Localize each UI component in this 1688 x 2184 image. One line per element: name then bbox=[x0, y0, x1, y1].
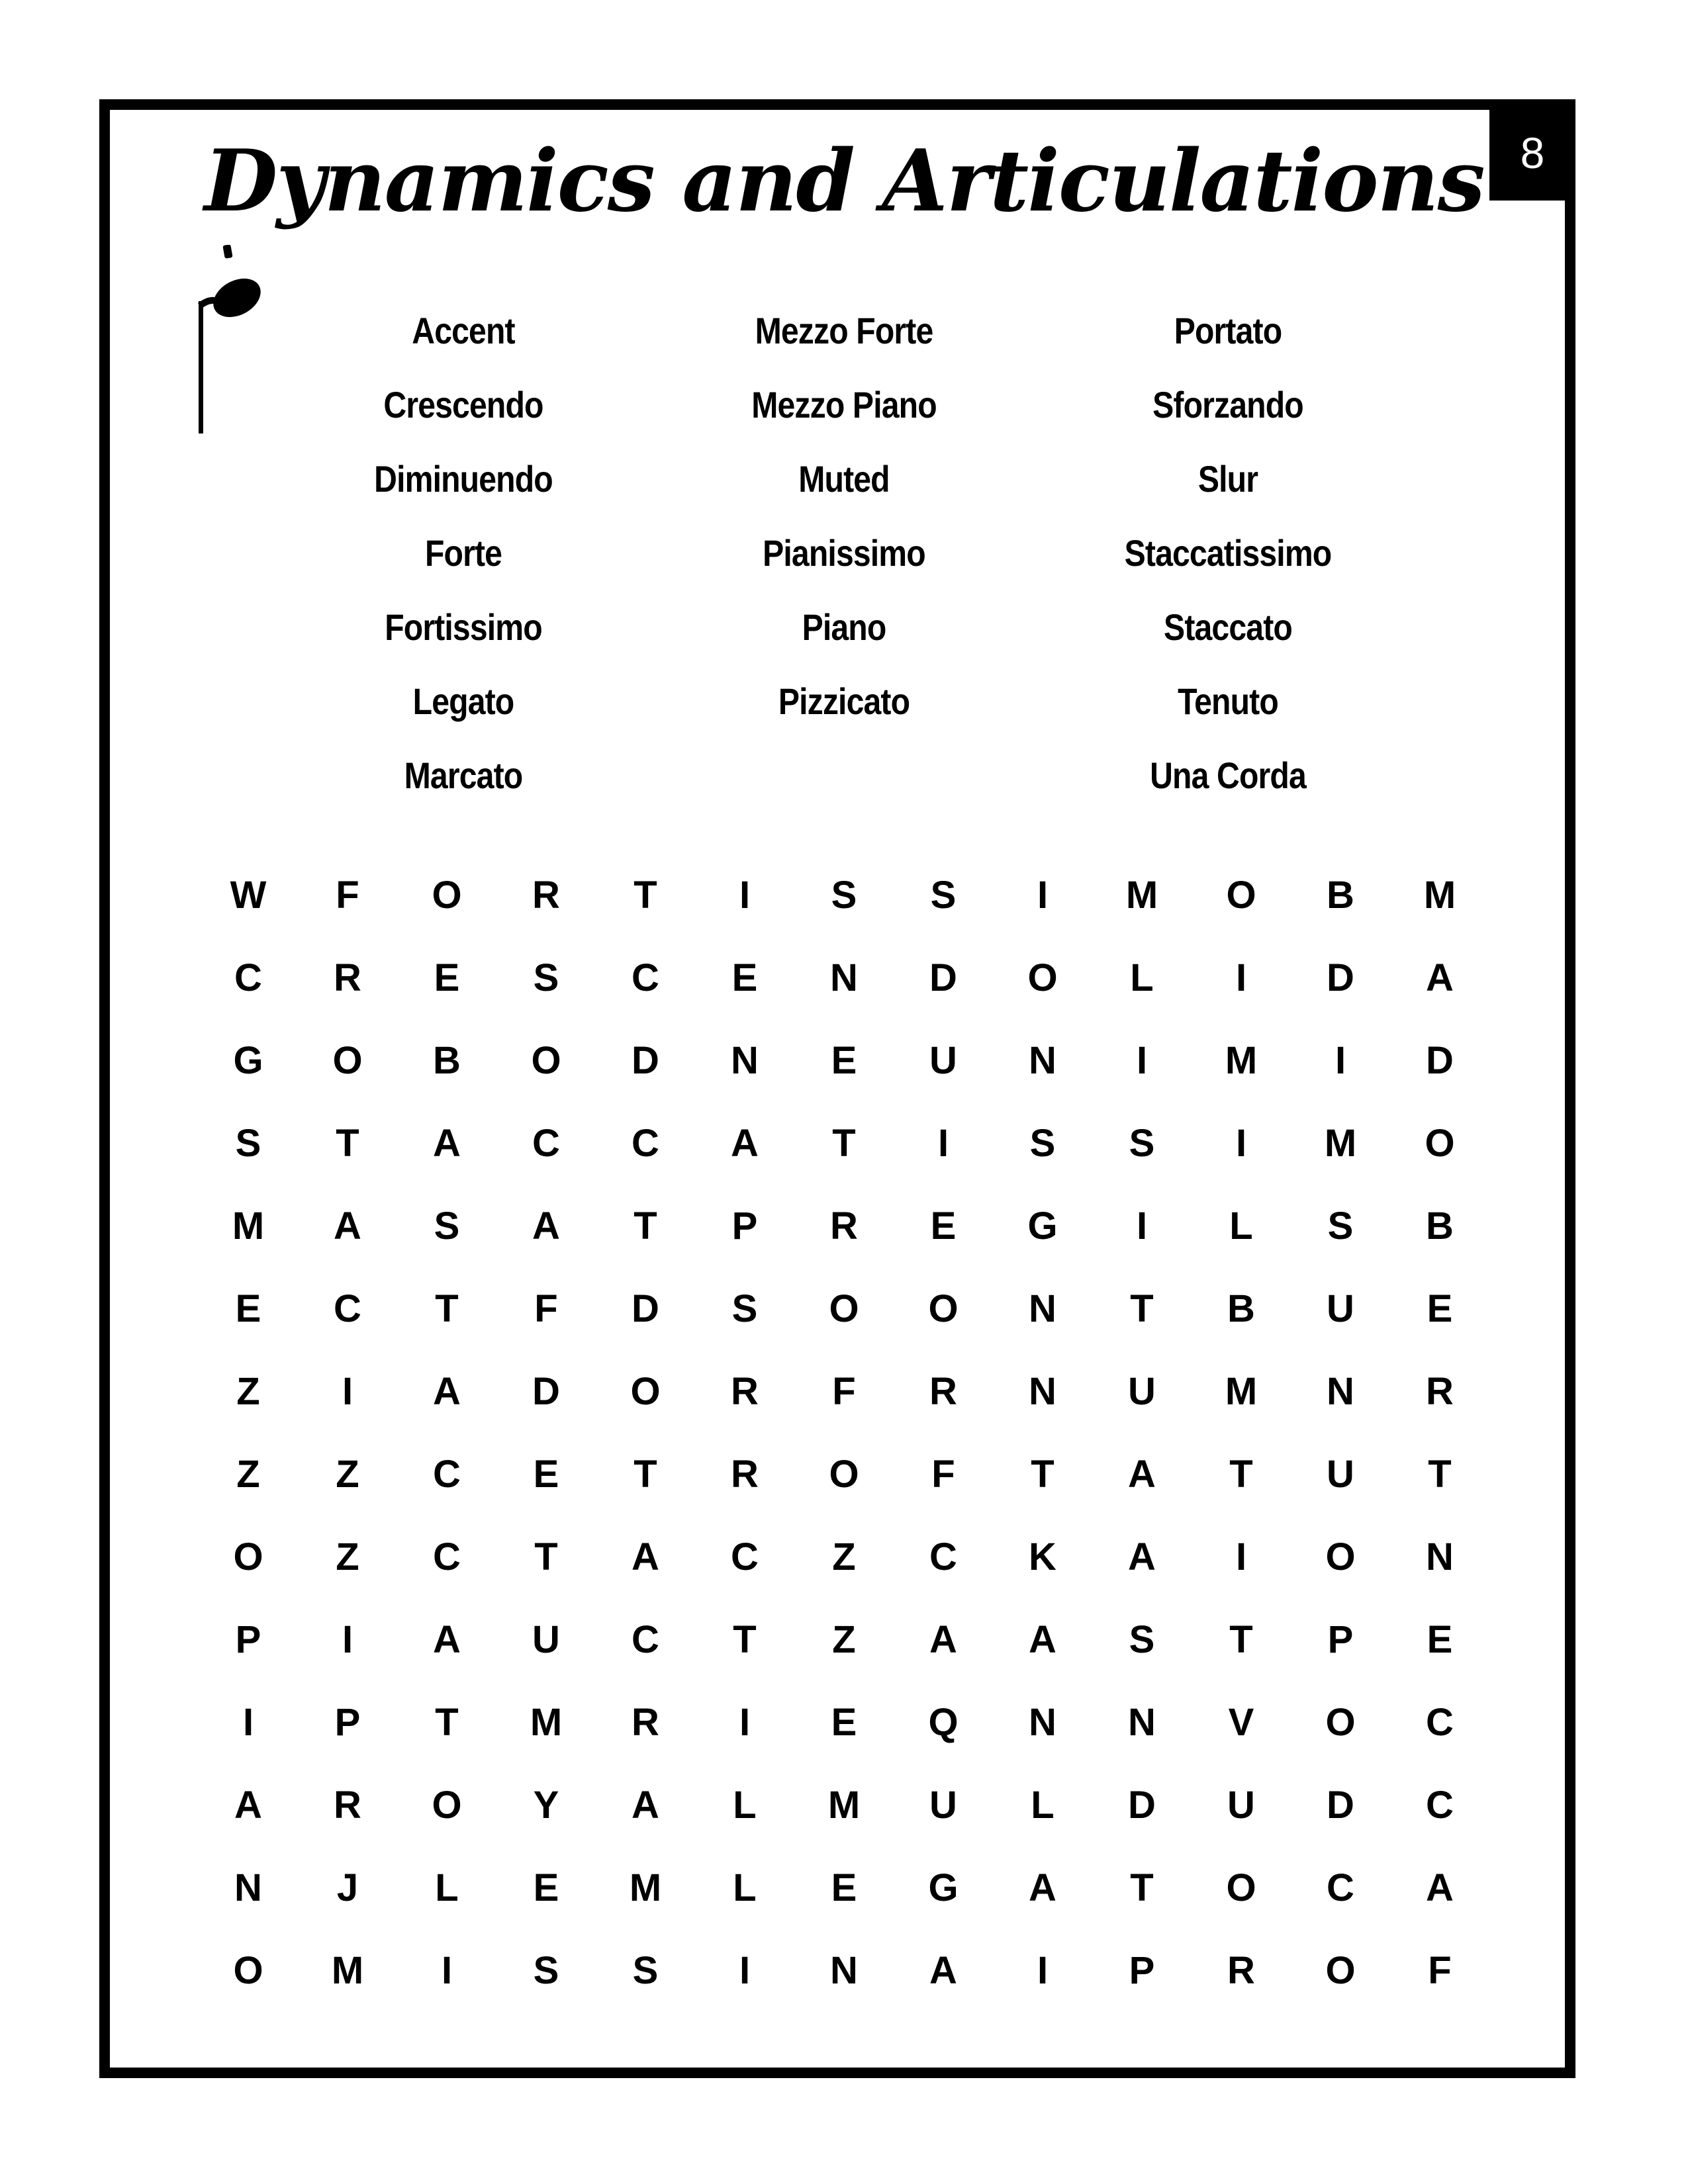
grid-letter: O bbox=[233, 1949, 263, 1992]
grid-letter: C bbox=[632, 1122, 659, 1165]
grid-letter: S bbox=[533, 1949, 559, 1992]
word-list-item: Pianissimo bbox=[763, 532, 925, 574]
grid-letter: E bbox=[1427, 1287, 1453, 1330]
grid-letter: N bbox=[1426, 1535, 1454, 1578]
grid-letter: S bbox=[434, 1205, 460, 1248]
grid-letter: C bbox=[433, 1453, 461, 1496]
grid-letter: U bbox=[929, 1784, 957, 1827]
grid-letter: D bbox=[929, 956, 957, 999]
word-list-item: Mezzo Piano bbox=[751, 384, 937, 426]
grid-letter: K bbox=[1029, 1535, 1056, 1578]
word-list-item: Staccato bbox=[1164, 606, 1292, 648]
grid-letter: A bbox=[1128, 1535, 1156, 1578]
grid-letter: R bbox=[731, 1453, 759, 1496]
grid-letter: O bbox=[1325, 1949, 1356, 1992]
grid-letter: I bbox=[1136, 1205, 1148, 1248]
grid-letter: I bbox=[937, 1122, 949, 1165]
grid-letter: P bbox=[1327, 1618, 1354, 1661]
grid-letter: R bbox=[830, 1205, 858, 1248]
grid-letter: E bbox=[831, 1039, 857, 1082]
grid-letter: V bbox=[1228, 1701, 1254, 1744]
grid-letter: I bbox=[1136, 1039, 1148, 1082]
grid-letter: T bbox=[633, 1453, 657, 1496]
grid-letter: B bbox=[1227, 1287, 1255, 1330]
grid-letter: I bbox=[342, 1618, 353, 1661]
grid-letter: Z bbox=[336, 1453, 359, 1496]
grid-letter: M bbox=[1324, 1122, 1357, 1165]
grid-letter: A bbox=[632, 1535, 659, 1578]
grid-letter: M bbox=[232, 1205, 265, 1248]
grid-letter: S bbox=[1029, 1122, 1056, 1165]
grid-letter: T bbox=[633, 874, 657, 917]
grid-letter: U bbox=[1327, 1287, 1354, 1330]
grid-letter: A bbox=[433, 1618, 461, 1661]
grid-letter: O bbox=[630, 1370, 661, 1413]
grid-letter: T bbox=[733, 1618, 757, 1661]
grid-letter: R bbox=[532, 874, 560, 917]
grid-letter: T bbox=[633, 1205, 657, 1248]
word-list-item: Portato bbox=[1174, 310, 1282, 351]
grid-letter: S bbox=[533, 956, 559, 999]
grid-letter: T bbox=[1229, 1618, 1253, 1661]
grid-letter: C bbox=[731, 1535, 759, 1578]
grid-letter: I bbox=[1235, 956, 1247, 999]
grid-letter: I bbox=[1235, 1122, 1247, 1165]
grid-letter: A bbox=[334, 1205, 361, 1248]
grid-letter: S bbox=[831, 874, 857, 917]
grid-letter: N bbox=[830, 956, 858, 999]
grid-letter: Z bbox=[336, 1535, 359, 1578]
grid-letter: F bbox=[931, 1453, 955, 1496]
grid-letter: E bbox=[731, 956, 758, 999]
grid-letter: R bbox=[929, 1370, 957, 1413]
grid-letter: E bbox=[930, 1205, 957, 1248]
grid-letter: I bbox=[739, 1949, 751, 1992]
grid-letter: S bbox=[930, 874, 957, 917]
grid-letter: U bbox=[1227, 1784, 1255, 1827]
grid-letter: O bbox=[1027, 956, 1058, 999]
grid-letter: C bbox=[929, 1535, 957, 1578]
grid-letter: M bbox=[1125, 874, 1158, 917]
grid-letter: D bbox=[632, 1039, 659, 1082]
grid-letter: L bbox=[435, 1866, 459, 1909]
grid-letter: R bbox=[1227, 1949, 1255, 1992]
grid-letter: I bbox=[1037, 874, 1049, 917]
grid-letter: C bbox=[1426, 1701, 1454, 1744]
word-list-item: Sforzando bbox=[1152, 384, 1303, 426]
grid-letter: C bbox=[1327, 1866, 1354, 1909]
grid-letter: U bbox=[929, 1039, 957, 1082]
grid-letter: A bbox=[632, 1784, 659, 1827]
grid-letter: S bbox=[632, 1949, 659, 1992]
grid-letter: I bbox=[739, 1701, 751, 1744]
word-list-item: Fortissimo bbox=[385, 606, 542, 648]
word-list-item: Forte bbox=[424, 532, 502, 574]
grid-letter: T bbox=[435, 1287, 459, 1330]
grid-letter: R bbox=[334, 956, 361, 999]
grid-letter: E bbox=[533, 1866, 559, 1909]
grid-letter: E bbox=[434, 956, 460, 999]
grid-letter: E bbox=[1427, 1618, 1453, 1661]
grid-letter: L bbox=[1130, 956, 1154, 999]
grid-letter: B bbox=[1426, 1205, 1454, 1248]
grid-letter: N bbox=[1029, 1370, 1056, 1413]
grid-letter: U bbox=[532, 1618, 560, 1661]
grid-letter: I bbox=[441, 1949, 453, 1992]
grid-letter: A bbox=[234, 1784, 262, 1827]
grid-letter: A bbox=[1426, 956, 1454, 999]
grid-letter: N bbox=[830, 1949, 858, 1992]
grid-letter: L bbox=[1031, 1784, 1055, 1827]
grid-letter: R bbox=[334, 1784, 361, 1827]
grid-letter: D bbox=[1327, 1784, 1354, 1827]
grid-letter: A bbox=[532, 1205, 560, 1248]
grid-letter: I bbox=[1235, 1535, 1247, 1578]
grid-letter: R bbox=[731, 1370, 759, 1413]
word-list-item: Staccatissimo bbox=[1124, 532, 1332, 574]
word-list-item: Crescendo bbox=[383, 384, 543, 426]
grid-letter: U bbox=[1327, 1453, 1354, 1496]
grid-letter: N bbox=[1029, 1287, 1056, 1330]
grid-letter: A bbox=[929, 1618, 957, 1661]
grid-letter: J bbox=[336, 1866, 359, 1909]
word-list-item: Una Corda bbox=[1150, 754, 1306, 796]
grid-letter: C bbox=[334, 1287, 361, 1330]
grid-letter: T bbox=[832, 1122, 856, 1165]
grid-letter: O bbox=[1325, 1535, 1356, 1578]
grid-letter: O bbox=[233, 1535, 263, 1578]
word-list-item: Marcato bbox=[404, 754, 523, 796]
grid-letter: N bbox=[1029, 1039, 1056, 1082]
grid-letter: N bbox=[1327, 1370, 1354, 1413]
grid-letter: C bbox=[1426, 1784, 1454, 1827]
grid-letter: D bbox=[1426, 1039, 1454, 1082]
grid-letter: O bbox=[1226, 1866, 1256, 1909]
grid-letter: R bbox=[632, 1701, 659, 1744]
grid-letter: G bbox=[233, 1039, 263, 1082]
grid-letter: Z bbox=[832, 1618, 856, 1661]
grid-letter: A bbox=[433, 1122, 461, 1165]
grid-letter: A bbox=[433, 1370, 461, 1413]
grid-letter: O bbox=[928, 1287, 959, 1330]
grid-letter: C bbox=[632, 956, 659, 999]
grid-letter: A bbox=[731, 1122, 759, 1165]
grid-letter: A bbox=[1128, 1453, 1156, 1496]
grid-letter: C bbox=[632, 1618, 659, 1661]
grid-letter: O bbox=[432, 874, 462, 917]
grid-letter: S bbox=[235, 1122, 261, 1165]
word-column-3 bbox=[1029, 304, 1427, 823]
grid-letter: L bbox=[733, 1784, 757, 1827]
grid-letter: W bbox=[230, 874, 267, 917]
grid-letter: C bbox=[234, 956, 262, 999]
word-search-grid bbox=[199, 854, 1489, 2012]
word-list-item: Muted bbox=[798, 458, 890, 500]
grid-letter: P bbox=[334, 1701, 361, 1744]
word-list bbox=[0, 304, 1688, 834]
grid-letter: S bbox=[1327, 1205, 1354, 1248]
grid-letter: F bbox=[534, 1287, 558, 1330]
grid-letter: U bbox=[1128, 1370, 1156, 1413]
grid-letter: D bbox=[1327, 956, 1354, 999]
grid-letter: A bbox=[1029, 1618, 1056, 1661]
grid-letter: T bbox=[435, 1701, 459, 1744]
grid-letter: D bbox=[632, 1287, 659, 1330]
grid-letter: M bbox=[331, 1949, 364, 1992]
grid-letter: O bbox=[332, 1039, 363, 1082]
grid-letter: C bbox=[433, 1535, 461, 1578]
grid-letter: A bbox=[1029, 1866, 1056, 1909]
grid-letter: R bbox=[1426, 1370, 1454, 1413]
word-list-item: Slur bbox=[1197, 458, 1258, 500]
grid-letter: D bbox=[1128, 1784, 1156, 1827]
grid-letter: E bbox=[533, 1453, 559, 1496]
grid-letter: T bbox=[1428, 1453, 1452, 1496]
word-list-item: Pizzicato bbox=[778, 680, 910, 722]
grid-letter: E bbox=[235, 1287, 261, 1330]
grid-letter: M bbox=[1423, 874, 1456, 917]
grid-letter: E bbox=[831, 1701, 857, 1744]
word-list-item: Accent bbox=[412, 310, 515, 351]
grid-letter: I bbox=[1037, 1949, 1049, 1992]
grid-letter: C bbox=[532, 1122, 560, 1165]
grid-letter: A bbox=[929, 1949, 957, 1992]
grid-letter: G bbox=[928, 1866, 959, 1909]
grid-letter: Y bbox=[533, 1784, 559, 1827]
grid-letter: I bbox=[1335, 1039, 1346, 1082]
grid-letter: B bbox=[1327, 874, 1354, 917]
grid-letter: P bbox=[731, 1205, 758, 1248]
grid-letter: T bbox=[534, 1535, 558, 1578]
grid-letter: A bbox=[1426, 1866, 1454, 1909]
grid-letter: O bbox=[829, 1287, 859, 1330]
grid-letter: F bbox=[1428, 1949, 1452, 1992]
page-number: 8 bbox=[1489, 105, 1575, 201]
grid-letter: O bbox=[432, 1784, 462, 1827]
grid-letter: O bbox=[1226, 874, 1256, 917]
grid-letter: Z bbox=[236, 1453, 260, 1496]
grid-letter: M bbox=[629, 1866, 662, 1909]
grid-letter: N bbox=[731, 1039, 759, 1082]
grid-letter: N bbox=[1029, 1701, 1056, 1744]
grid-letter: D bbox=[532, 1370, 560, 1413]
grid-letter: P bbox=[1129, 1949, 1155, 1992]
grid-letter: T bbox=[336, 1122, 359, 1165]
page-title: Dynamics and Articulations bbox=[204, 132, 1484, 231]
grid-letter: O bbox=[829, 1453, 859, 1496]
word-column-1 bbox=[265, 304, 662, 823]
grid-letter: L bbox=[733, 1866, 757, 1909]
grid-letter: P bbox=[235, 1618, 261, 1661]
grid-letter: M bbox=[1225, 1039, 1258, 1082]
grid-letter: Z bbox=[832, 1535, 856, 1578]
grid-letter: Z bbox=[236, 1370, 260, 1413]
word-list-item: Diminuendo bbox=[374, 458, 553, 500]
grid-letter: M bbox=[827, 1784, 861, 1827]
grid-letter: N bbox=[234, 1866, 262, 1909]
grid-letter: O bbox=[1425, 1122, 1455, 1165]
word-list-item: Legato bbox=[412, 680, 514, 722]
grid-letter: G bbox=[1027, 1205, 1058, 1248]
grid-letter: N bbox=[1128, 1701, 1156, 1744]
grid-letter: M bbox=[530, 1701, 563, 1744]
grid-letter: F bbox=[336, 874, 359, 917]
grid-letter: Q bbox=[928, 1701, 959, 1744]
grid-letter: B bbox=[433, 1039, 461, 1082]
word-list-item: Mezzo Forte bbox=[755, 310, 933, 351]
grid-letter: T bbox=[1229, 1453, 1253, 1496]
grid-letter: F bbox=[832, 1370, 856, 1413]
grid-letter: E bbox=[831, 1866, 857, 1909]
grid-letter: T bbox=[1130, 1287, 1154, 1330]
grid-letter: L bbox=[1229, 1205, 1253, 1248]
word-list-item: Tenuto bbox=[1178, 680, 1278, 722]
word-column-2 bbox=[645, 304, 1043, 749]
grid-letter: T bbox=[1130, 1866, 1154, 1909]
grid-letter: I bbox=[242, 1701, 254, 1744]
grid-letter: M bbox=[1225, 1370, 1258, 1413]
grid-letter: S bbox=[1129, 1618, 1155, 1661]
grid-letter: S bbox=[1129, 1122, 1155, 1165]
grid-letter: T bbox=[1031, 1453, 1055, 1496]
grid-letter: O bbox=[531, 1039, 561, 1082]
grid-letter: S bbox=[731, 1287, 758, 1330]
grid-letter: O bbox=[1325, 1701, 1356, 1744]
grid-letter: I bbox=[342, 1370, 353, 1413]
grid-letter: I bbox=[739, 874, 751, 917]
word-list-item: Piano bbox=[802, 606, 886, 648]
